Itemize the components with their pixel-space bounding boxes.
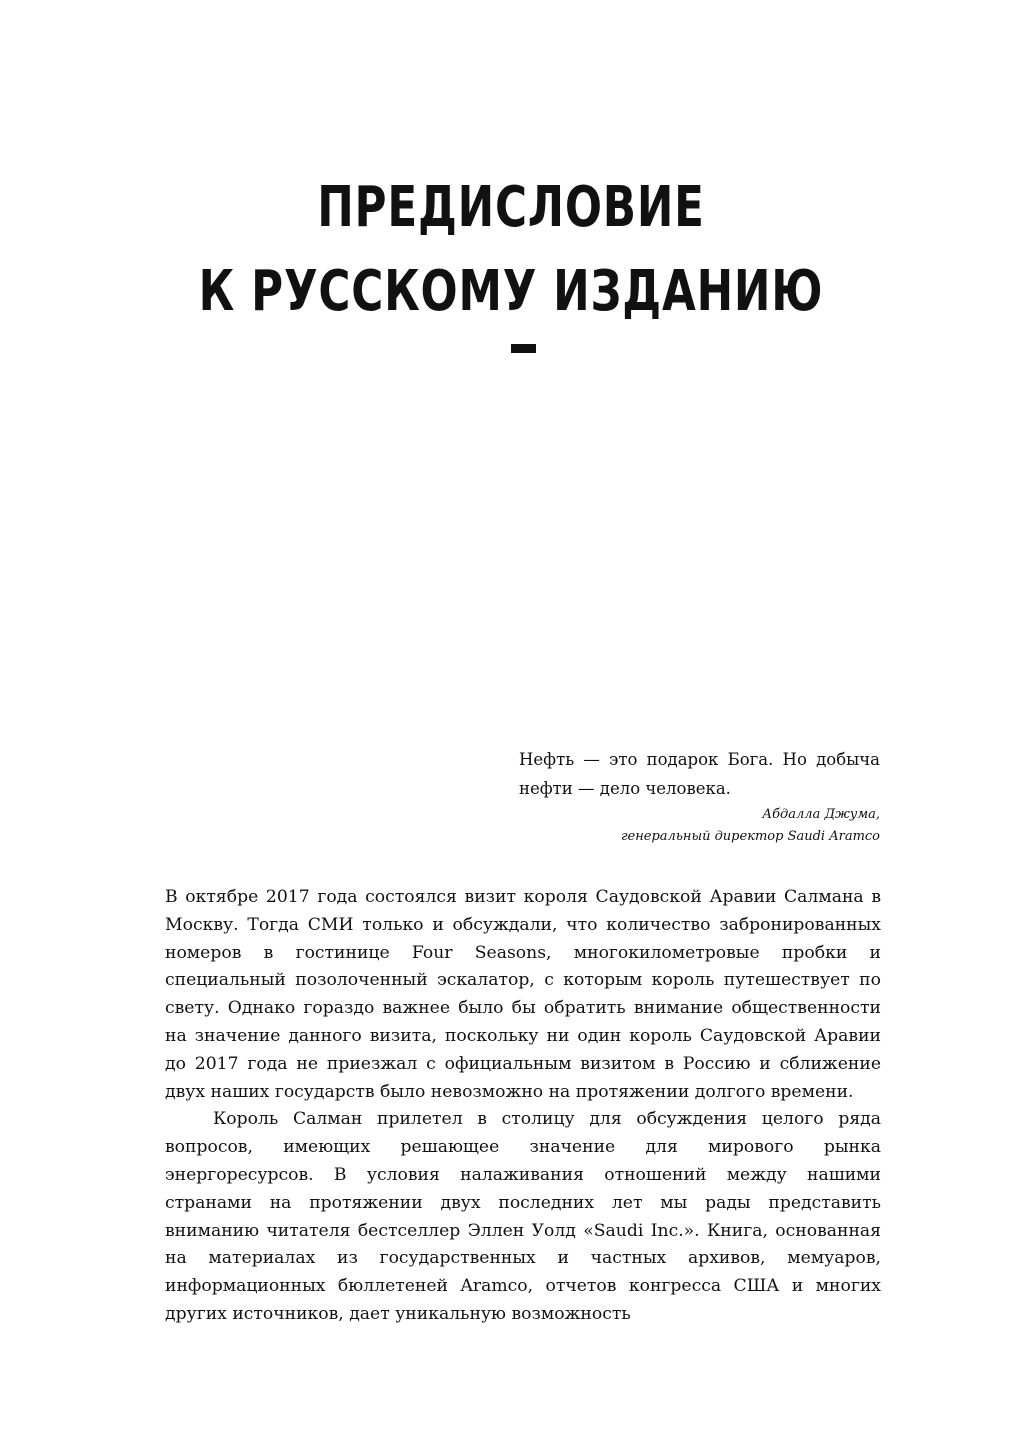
epigraph-author: Абдалла Джума, [762, 807, 880, 822]
epigraph-quote: Нефть — это подарок Бога. Но добыча нефти — дело человека. [519, 750, 880, 798]
paragraph-2: Король Салман прилетел в столицу для обсуждения целого ряда вопросов, имеющих решающее значение для мирового рынка энергоресурсов. В условия налаживания отношений между нашими странами на протяжении двух последних лет мы рады представить вниманию читателя бестселлер Эллен Уолд «Saudi Inc.». Книга, основанная на материалах из государственных и частных архивов, мемуаров, информационных бюллетеней Aramco, отчетов конгресса США и многих других источников, дает уникальную возможность [165, 1109, 881, 1324]
epigraph-author-title: генеральный директор Saudi Aramco [620, 829, 880, 844]
chapter-title-line-1: ПРЕДИСЛОВИЕ [317, 175, 705, 240]
paragraph-1: В октябре 2017 года состоялся визит короля Саудовской Аравии Салмана в Москву. Тогда СМИ только и обсуждали, что количество забронированных номеров в гостинице Four Seasons, многокилометровые пробки и специальный позолоченный эскалатор, с которым король путешествует по свету. Однако гораздо важнее было бы обратить внимание общественности на значение данного визита, поскольку ни один король Саудовской Аравии до 2017 года не приезжал с официальным визитом в Россию и сближение двух наших государств было невозможно на протяжении долгого времени. [165, 887, 881, 1102]
title-dash-divider [511, 344, 536, 353]
chapter-title-line-2: К РУССКОМУ ИЗДАНИЮ [198, 259, 824, 324]
body-text [165, 884, 881, 1329]
